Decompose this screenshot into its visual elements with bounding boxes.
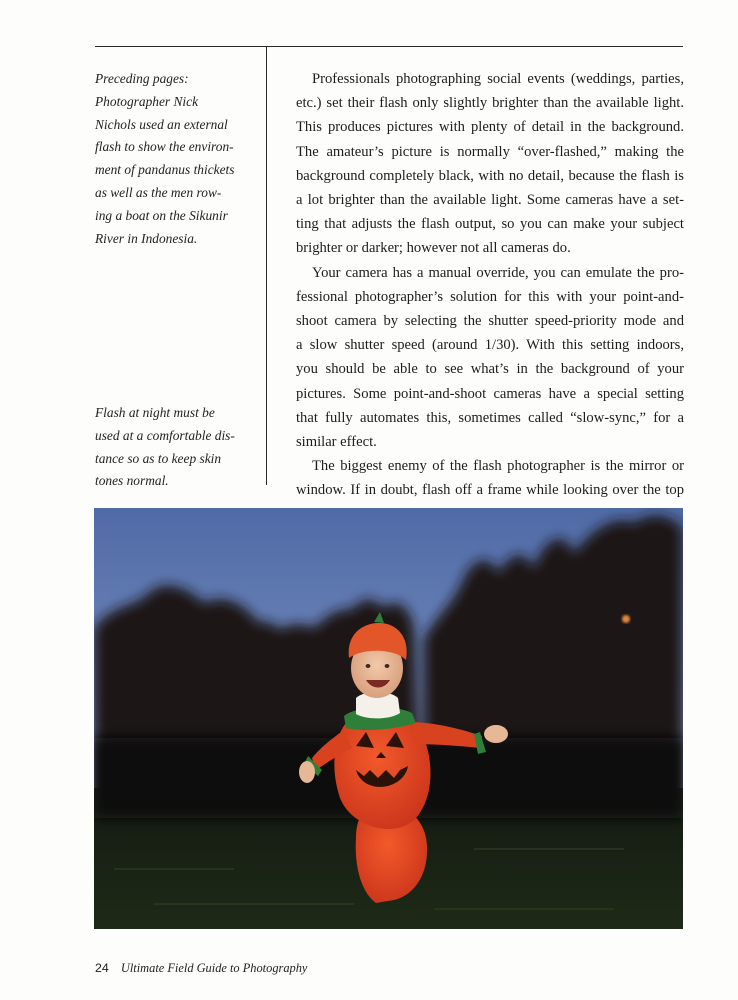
text-line: you should be able to see what’s in the background of your	[296, 361, 684, 378]
photo-pumpkin-costume-child	[94, 508, 683, 929]
caption-flash-at-night	[95, 402, 255, 493]
text-line: a slow shutter speed (around 1/30). With this setting indoors,	[296, 337, 684, 354]
text-line: This produces pictures with plenty of detail in the background.	[296, 119, 684, 136]
page-number: 24	[95, 961, 109, 975]
text-line: a lot brighter than the available light. Some cameras have a set-	[296, 192, 684, 209]
text-line: pictures. Some point-and-shoot cameras have a special setting	[296, 385, 684, 402]
body-text	[296, 67, 684, 527]
text-line: fessional photographer’s solution for this with your point-and-	[296, 288, 684, 305]
text-line: The biggest enemy of the flash photographer is the mirror or	[312, 458, 684, 475]
caption-line: River in Indonesia.	[95, 230, 198, 246]
paragraph	[296, 67, 684, 261]
caption-line: used at a comfortable dis-	[95, 427, 235, 443]
caption-line: Flash at night must be	[95, 405, 215, 420]
text-line: Professionals photographing social events (weddings, parties,	[312, 71, 684, 87]
text-line: The amateur’s picture is normally “over-flashed,” making the	[296, 143, 684, 160]
text-line: that fully automates this, sometimes called “slow-sync,” for a	[296, 409, 684, 426]
text-line: shoot camera by selecting the shutter speed-priority mode and	[296, 313, 684, 330]
caption-line: tance so as to keep skin	[95, 450, 222, 466]
text-line: etc.) set their flash only slightly brighter than the available light.	[296, 95, 684, 112]
photo-illustration	[94, 508, 683, 929]
text-line: background completely black, with no detail, because the flash is	[296, 167, 684, 184]
book-title: Ultimate Field Guide to Photography	[120, 961, 308, 975]
caption-line: Preceding pages:	[95, 71, 189, 86]
text-line: window. If in doubt, flash off a frame while looking over the top	[296, 482, 684, 499]
caption-line: tones normal.	[95, 473, 169, 489]
caption-preceding-pages	[95, 68, 255, 250]
distant-light	[622, 615, 630, 623]
text-line: Your camera has a manual override, you can emulate the pro-	[312, 264, 684, 281]
paragraph	[296, 261, 684, 455]
top-rule	[95, 46, 683, 47]
page-footer	[95, 961, 307, 976]
text-line: brighter or darker; however not all cameras do.	[296, 240, 571, 257]
column-divider	[266, 46, 267, 485]
caption-line: as well as the men row-	[95, 184, 222, 200]
caption-line: Nichols used an external	[95, 116, 228, 132]
caption-line: Photographer Nick	[95, 93, 199, 109]
text-line: similar effect.	[296, 434, 377, 451]
text-line: ting that adjusts the flash output, so you can make your subject	[296, 216, 684, 233]
caption-line: ing a boat on the Sikunir	[95, 207, 228, 223]
caption-line: flash to show the environ-	[95, 139, 234, 155]
caption-line: ment of pandanus thickets	[95, 162, 235, 178]
